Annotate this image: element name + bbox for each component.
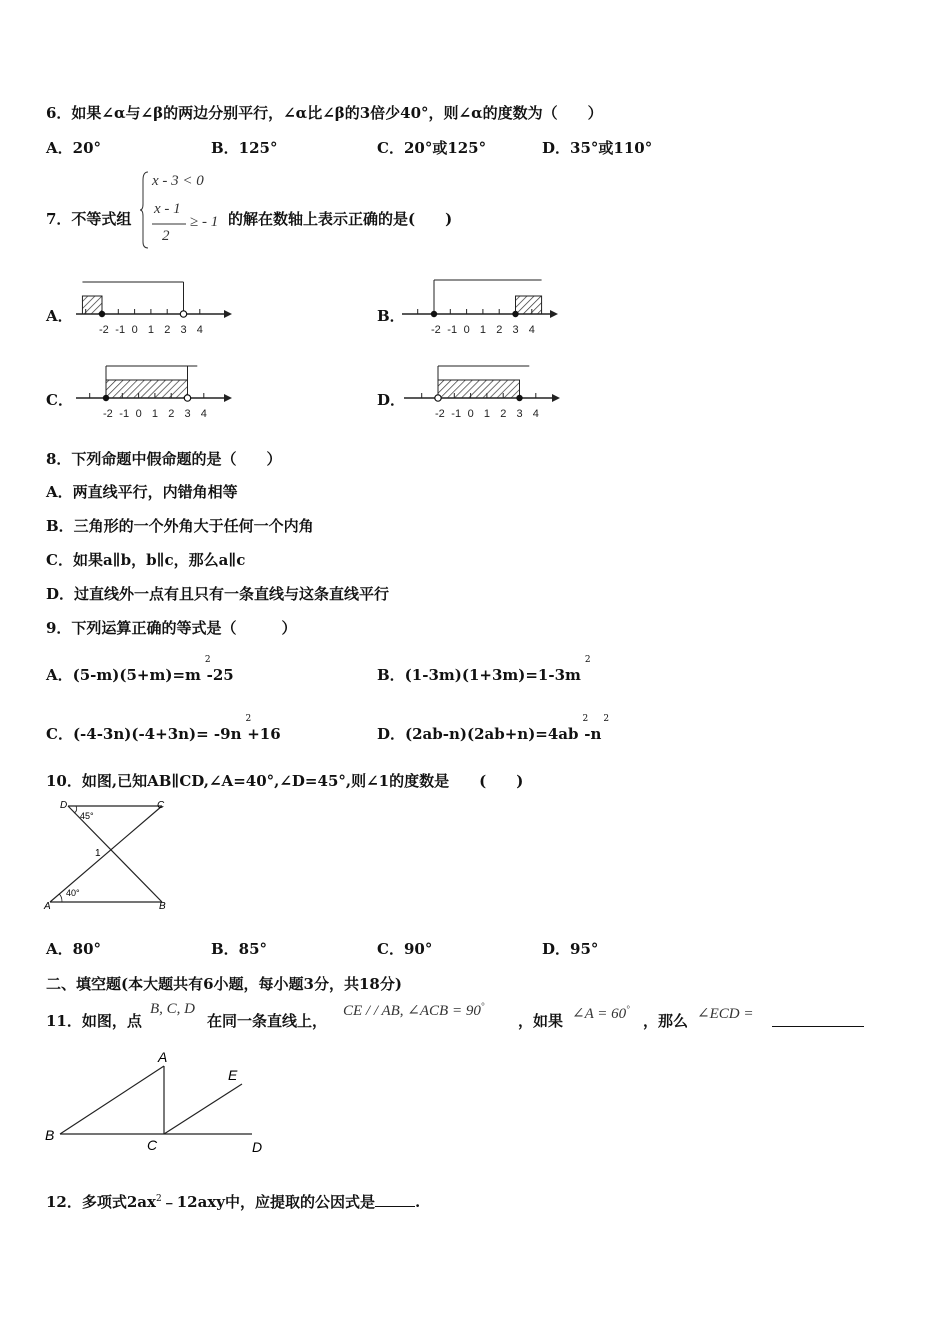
q10-figure [40,796,180,916]
q10-option-a[interactable]: A．80° [46,940,102,958]
q11-prefix: 11．如图，点 [46,1012,142,1030]
q9-c-exponent: 2 [245,714,252,724]
hollow-point [435,395,441,401]
axis-tick-label: 2 [496,324,503,336]
q11-condition: CE / / AB, ∠ACB = 90° [343,1001,485,1019]
axis-tick-label: 1 [151,408,159,420]
q7-ineq2-rhs: ≥ - 1 [190,214,219,230]
axis-tick-label: 1 [147,324,155,336]
q11-ask: ∠ECD = [697,1006,754,1022]
q12-stem: 12．多项式$2ax^2﹣12axy$中，应提取的公因式是 . [46,1193,421,1211]
q7-number-line-a[interactable] [72,276,232,340]
axis-tick-label: 1 [483,408,491,420]
q7-prefix: 7．不等式组 [46,210,132,228]
q10-label-c: C [157,800,165,811]
q11-figure [40,1046,270,1158]
q10-option-c[interactable]: C．90° [377,940,433,958]
shaded-region [438,380,520,398]
q9-a-exponent: 2 [204,655,211,665]
q10-label-angle-d: 45° [80,811,94,821]
q6-option-c[interactable]: C．20°或125° [377,139,487,157]
q11-answer-blank[interactable] [772,1010,864,1027]
hollow-point [184,395,190,401]
q9-d-exponent-1: 2 [582,714,589,724]
q11-label-a: A [158,1049,168,1065]
q9-option-b[interactable]: B．$(1-3m)(1+3m)=1-3m^2$ [377,655,591,684]
axis-tick-label: 0 [463,324,470,336]
q10-label-b: B [159,901,166,912]
axis-tick-label: 4 [528,324,535,336]
axis-tick-label: 2 [500,408,507,420]
shaded-region [82,296,102,314]
q10-label-angle1: 1 [95,848,101,859]
q12-answer-blank[interactable] [375,1192,415,1207]
axis-tick-label: -2 [103,408,113,420]
q7-ineq2-denominator: 2 [162,228,170,244]
q6-option-b[interactable]: B．125° [211,139,278,157]
axis-tick-label: 0 [131,324,138,336]
q11-points: B, C, D [150,1001,195,1017]
q7-suffix: 的解在数轴上表示正确的是( ) [228,210,453,228]
axis-tick-label: 3 [184,408,191,420]
q9-b-exponent: 2 [584,655,591,665]
axis-tick-label: -2 [435,408,445,420]
q7-number-line-c[interactable] [72,360,232,424]
q8-option-a[interactable]: A．两直线平行，内错角相等 [46,483,238,501]
axis-tick-label: -2 [431,324,441,336]
axis-tick-label: -1 [451,408,462,420]
axis-arrow [224,310,232,318]
solid-point [99,311,105,317]
axis-tick-label: 0 [135,408,142,420]
solid-point [431,311,437,317]
axis-tick-label: -1 [119,408,130,420]
solid-point [512,311,518,317]
q10-label-d: D [60,800,68,811]
hollow-point [180,311,186,317]
axis-arrow [224,394,232,402]
q7-ineq1: x - 3 < 0 [152,173,204,189]
axis-tick-label: 3 [516,408,523,420]
q9-option-d[interactable]: D．$(2ab-n)(2ab+n)=4ab^2-n^2$ [377,714,610,743]
q7-option-d[interactable]: D． [377,391,406,409]
q6-stem: 6．如果∠α与∠β的两边分别平行，∠α比∠β的3倍少40°，则∠α的度数为（ ） [46,104,603,122]
q11-mid: 在同一条直线上， [207,1012,328,1030]
axis-tick-label: -2 [99,324,109,336]
q8-option-d[interactable]: D．过直线外一点有且只有一条直线与这条直线平行 [46,585,390,603]
q9-option-a[interactable]: A．$(5-m)(5+m)=m^2-25$ [46,655,234,684]
q11-if: ，如果 [518,1012,564,1030]
q9-d-exponent-2: 2 [603,714,610,724]
q10-label-angle-a: 40° [66,888,80,898]
axis-tick-label: 4 [196,324,203,336]
axis-tick-label: 4 [532,408,539,420]
axis-arrow [550,310,558,318]
q11-label-b: B [45,1127,55,1143]
q11-degree-1: ° [480,1001,485,1011]
q11-condition-2: ∠A = 60° [572,1004,630,1022]
q11-label-d: D [252,1139,263,1155]
axis-tick-label: 3 [512,324,519,336]
q10-option-b[interactable]: B．85° [211,940,268,958]
axis-tick-label: 0 [467,408,474,420]
q10-option-d[interactable]: D．95° [542,940,599,958]
q12-exponent: 2 [155,1194,162,1204]
axis-tick-label: 2 [164,324,171,336]
q6-option-d[interactable]: D．35°或110° [542,139,653,157]
q7-number-line-d[interactable] [400,360,560,424]
q7-number-line-b[interactable] [398,276,558,340]
axis-tick-label: 1 [479,324,487,336]
q7-option-b[interactable]: B． [377,307,405,325]
q9-stem: 9．下列运算正确的等式是（ ） [46,619,297,637]
shaded-region [106,380,188,398]
q9-option-c[interactable]: C．$(-4-3n)(-4+3n)= -9n^2+16$ [46,714,281,743]
axis-tick-label: -1 [115,324,126,336]
axis-tick-label: 3 [180,324,187,336]
axis-arrow [552,394,560,402]
shaded-region [516,296,542,314]
axis-tick-label: -1 [447,324,458,336]
solid-point [103,395,109,401]
q7-option-c[interactable]: C． [46,391,73,409]
q6-option-a[interactable]: A．20° [46,139,102,157]
q11-then: ，那么 [643,1012,689,1030]
axis-tick-label: 2 [168,408,175,420]
section-2-heading: 二、填空题(本大题共有6小题，每小题3分，共18分) [46,975,402,993]
q8-stem: 8．下列命题中假命题的是（ ） [46,450,282,468]
q11-label-c: C [147,1137,158,1153]
q10-stem: 10．如图,已知AB∥CD,∠A=40°,∠D=45°,则∠1的度数是 ( ) [46,772,524,790]
q10-label-a: A [44,901,51,912]
q8-option-c[interactable]: C．如果a∥b，b∥c，那么a∥c [46,551,246,569]
q11-label-e: E [228,1067,238,1083]
q11-degree-2: ° [626,1004,630,1014]
q8-option-b[interactable]: B．三角形的一个外角大于任何一个内角 [46,517,314,535]
q7-option-a[interactable]: A． [46,307,73,325]
axis-tick-label: 4 [200,408,207,420]
q7-ineq2-numerator: x - 1 [154,201,181,217]
solid-point [516,395,522,401]
